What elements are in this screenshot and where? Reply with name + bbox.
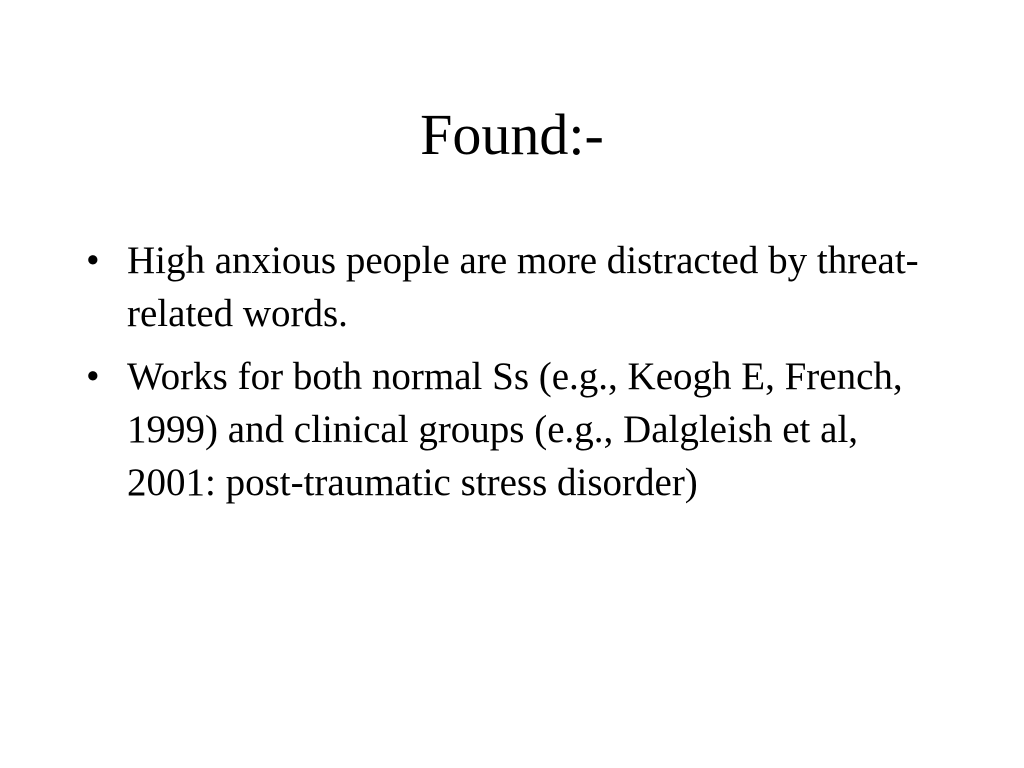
bullet-item [86,350,946,509]
slide-title: Found:- [420,102,604,167]
bullet-text: High anxious people are more distracted by threat-related words. [127,239,919,335]
bullet-marker-icon: • [86,239,100,282]
bullet-list [86,234,946,519]
bullet-item [86,234,946,340]
bullet-marker-icon: • [86,355,100,398]
bullet-text: Works for both normal Ss (e.g., Keogh E, French, 1999) and clinical groups (e.g., Dalgleish et al, 2001: post-traumatic stress disorder) [127,355,903,504]
